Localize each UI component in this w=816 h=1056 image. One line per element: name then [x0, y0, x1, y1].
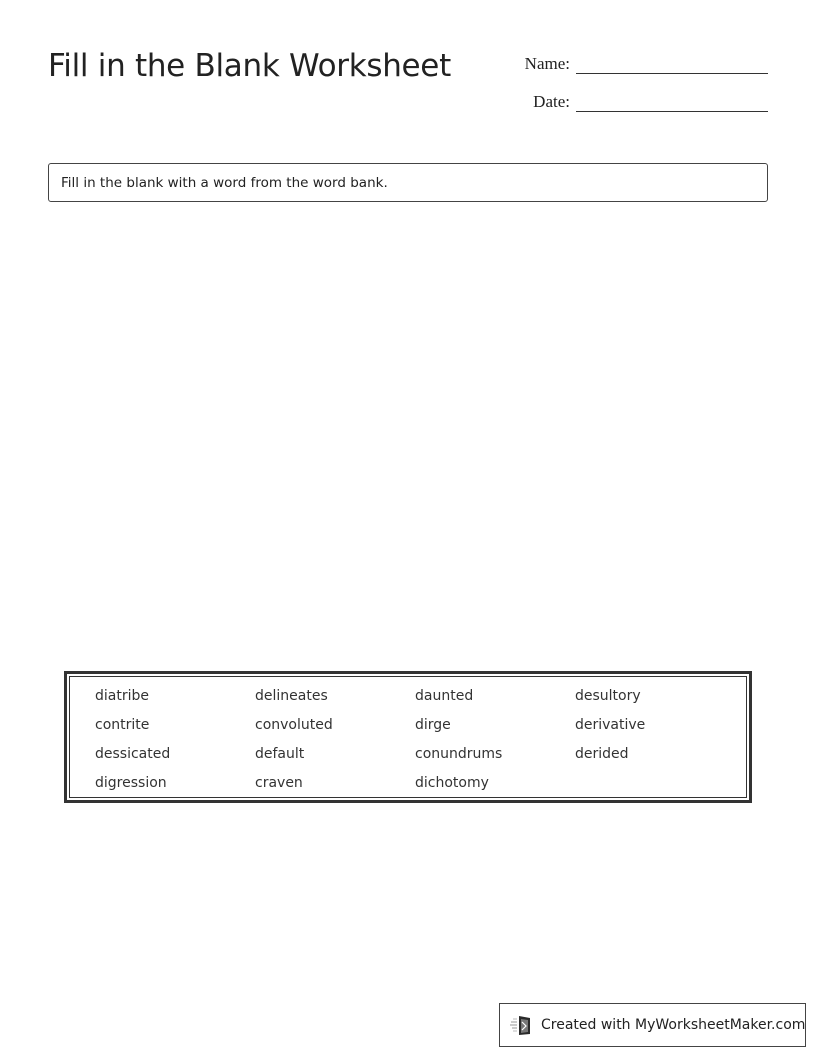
footer-credit[interactable]: [499, 1003, 806, 1047]
date-blank-line[interactable]: [576, 94, 768, 112]
word-bank-item: conundrums: [415, 746, 503, 762]
word-bank-item: [575, 773, 735, 802]
word-bank-item: dessicated: [95, 746, 171, 762]
word-bank-item: dirge: [415, 717, 451, 733]
word-bank-item: digression: [95, 775, 167, 791]
word-bank-item: desultory: [575, 688, 641, 704]
instructions-text: Fill in the blank with a word from the word bank.: [61, 174, 388, 191]
word-bank: [64, 671, 752, 803]
date-field-row: [510, 92, 768, 112]
word-bank-item: convoluted: [255, 717, 333, 733]
word-bank-item: derided: [575, 746, 629, 762]
word-bank-item: craven: [255, 775, 303, 791]
word-bank-item: contrite: [95, 717, 150, 733]
word-bank-inner-border: [69, 676, 747, 798]
worksheet-maker-logo-icon: [510, 1014, 534, 1036]
word-bank-item: default: [255, 746, 305, 762]
name-blank-line[interactable]: [576, 56, 768, 74]
name-label: Name:: [524, 54, 570, 73]
date-label: Date:: [533, 92, 570, 111]
instructions-box: [48, 163, 768, 202]
word-bank-grid: [95, 686, 746, 802]
word-bank-item: diatribe: [95, 688, 149, 704]
name-field-row: [510, 54, 768, 74]
word-bank-item: daunted: [415, 688, 474, 704]
footer-credit-text: Created with MyWorksheetMaker.com: [541, 1017, 806, 1033]
word-bank-item: delineates: [255, 688, 328, 704]
worksheet-title: Fill in the Blank Worksheet: [48, 48, 451, 84]
word-bank-item: derivative: [575, 717, 646, 733]
word-bank-item: dichotomy: [415, 775, 489, 791]
